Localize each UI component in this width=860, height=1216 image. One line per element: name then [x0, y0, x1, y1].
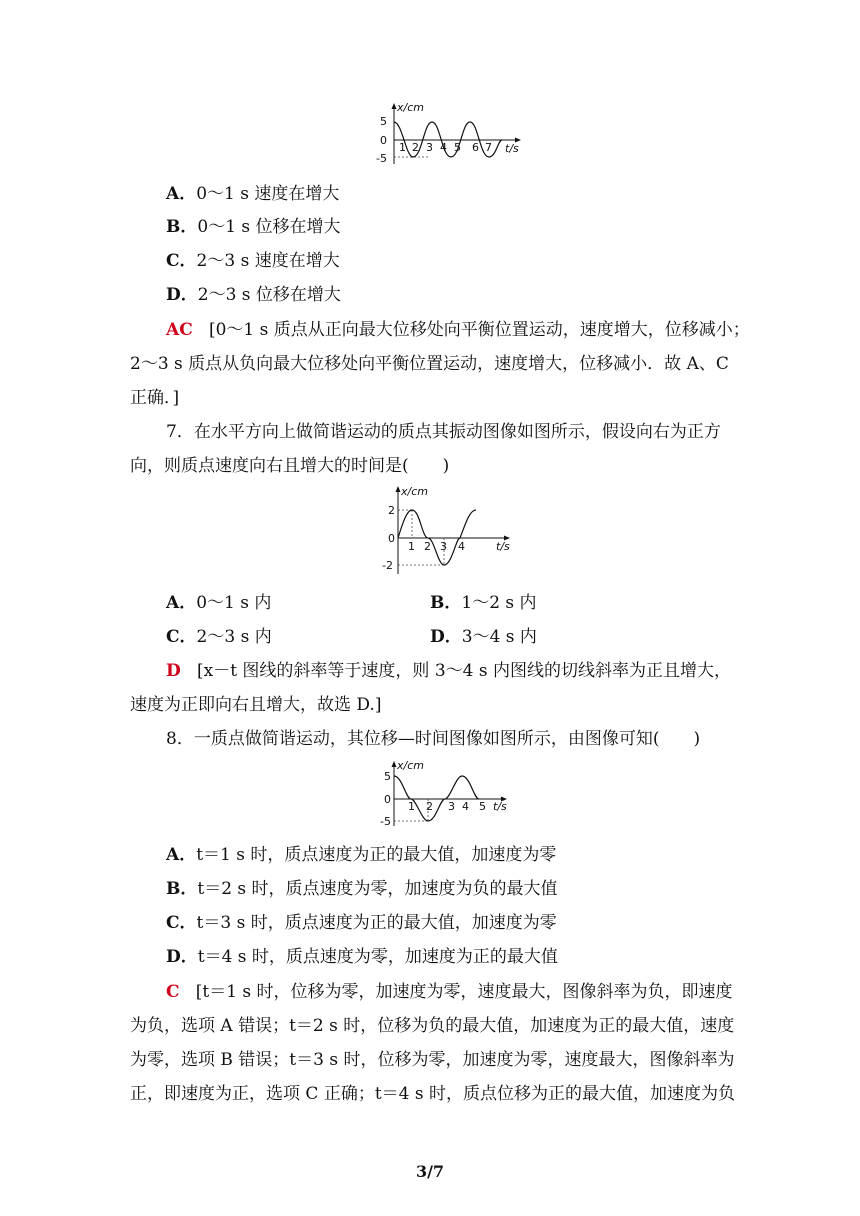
option-d: D．3～4 s 内	[430, 627, 537, 647]
graph-q8-ytick: 0	[384, 793, 391, 806]
option-b: B．t＝2 s 时，质点速度为零，加速度为负的最大值	[166, 879, 558, 899]
option-c: C．t＝3 s 时，质点速度为正的最大值，加速度为零	[166, 913, 557, 933]
graph-q6	[368, 100, 528, 170]
graph-q7-xtick: 1	[408, 540, 415, 553]
option-d: D．2～3 s 位移在增大	[166, 285, 341, 305]
graph-q8-xtick: 4	[462, 800, 469, 813]
graph-q6-xtick: 3	[426, 141, 433, 154]
question-7: 7．在水平方向上做简谐运动的质点其振动图像如图所示，假设向右为正方	[166, 422, 721, 442]
answer-explanation-cont: 2～3 s 质点从负向最大位移处向平衡位置运动，速度增大，位移减小．故 A、C	[130, 354, 729, 374]
option-d: D．t＝4 s 时，质点速度为零，加速度为正的最大值	[166, 947, 558, 967]
answer-explanation-cont: 为零，选项 B 错误；t＝3 s 时，位移为零，加速度为零，速度最大，图像斜率为	[130, 1050, 735, 1070]
answer-key: AC	[166, 320, 193, 340]
answer-explanation: D [x－t 图线的斜率等于速度，则 3～4 s 内图线的切线斜率为正且增大，	[166, 661, 731, 681]
graph-q7-ytick: 2	[388, 504, 395, 517]
answer-explanation-cont: 速度为正即向右且增大，故选 D.]	[130, 695, 382, 715]
answer-explanation-cont: 正确．]	[130, 388, 180, 408]
option-b: B．1～2 s 内	[430, 593, 537, 613]
answer-explanation: C [t＝1 s 时，位移为零，加速度为零，速度最大，图像斜率为负，即速度	[166, 982, 733, 1002]
graph-q8-xtick: 3	[448, 800, 455, 813]
question-8: 8．一质点做简谐运动，其位移—时间图像如图所示，由图像可知( )	[166, 729, 701, 749]
graph-q8-ytick: -5	[380, 815, 391, 828]
graph-q8-ytick: 5	[384, 770, 391, 783]
graph-q6-ytick: -5	[376, 152, 387, 165]
graph-q6-xtick: 7	[485, 141, 492, 154]
graph-q8-xtick: 5	[479, 800, 486, 813]
answer-key: D	[166, 661, 181, 681]
graph-q6-xtick: 4	[440, 141, 447, 154]
graph-q8-xlabel: t/s	[493, 800, 507, 813]
option-c: C．2～3 s 内	[166, 627, 272, 647]
option-a: A．t＝1 s 时，质点速度为正的最大值，加速度为零	[166, 845, 557, 865]
answer-key: C	[166, 982, 180, 1002]
option-a: A．0～1 s 内	[166, 593, 272, 613]
graph-q7-ytick: -2	[382, 559, 393, 572]
answer-explanation-cont: 为负，选项 A 错误；t＝2 s 时，位移为负的最大值，加速度为正的最大值，速度	[130, 1016, 735, 1036]
graph-q6-xtick: 2	[412, 141, 419, 154]
graph-q7-xtick: 4	[458, 540, 465, 553]
graph-q6-ytick: 0	[380, 134, 387, 147]
graph-q8-ylabel: x/cm	[397, 759, 424, 772]
graph-q7-ytick: 0	[388, 532, 395, 545]
graph-q6-ytick: 5	[380, 115, 387, 128]
option-c: C．2～3 s 速度在增大	[166, 251, 340, 271]
graph-q8	[364, 758, 519, 830]
graph-q8-xtick: 1	[408, 800, 415, 813]
graph-q7	[372, 482, 522, 582]
graph-q7-xtick: 2	[424, 540, 431, 553]
graph-q6-xtick: 1	[399, 141, 406, 154]
graph-q7-xtick: 3	[440, 540, 447, 553]
graph-q6-xlabel: t/s	[505, 142, 519, 155]
graph-q6-xtick: 5	[454, 141, 461, 154]
answer-explanation: AC [0～1 s 质点从正向最大位移处向平衡位置运动，速度增大，位移减小；	[166, 320, 750, 340]
option-b: B．0～1 s 位移在增大	[166, 217, 341, 237]
page-number: 3/7	[415, 1162, 445, 1181]
option-a: A．0～1 s 速度在增大	[166, 184, 340, 204]
graph-q6-ylabel: x/cm	[397, 101, 424, 114]
answer-explanation-cont: 正，即速度为正，选项 C 正确；t＝4 s 时，质点位移为正的最大值，加速度为负	[130, 1084, 735, 1104]
question-7-cont: 向，则质点速度向右且增大的时间是( )	[130, 456, 450, 476]
graph-q8-xtick: 2	[426, 800, 433, 813]
graph-q7-xlabel: t/s	[496, 540, 510, 553]
graph-q7-ylabel: x/cm	[401, 485, 428, 498]
graph-q6-xtick: 6	[472, 141, 479, 154]
